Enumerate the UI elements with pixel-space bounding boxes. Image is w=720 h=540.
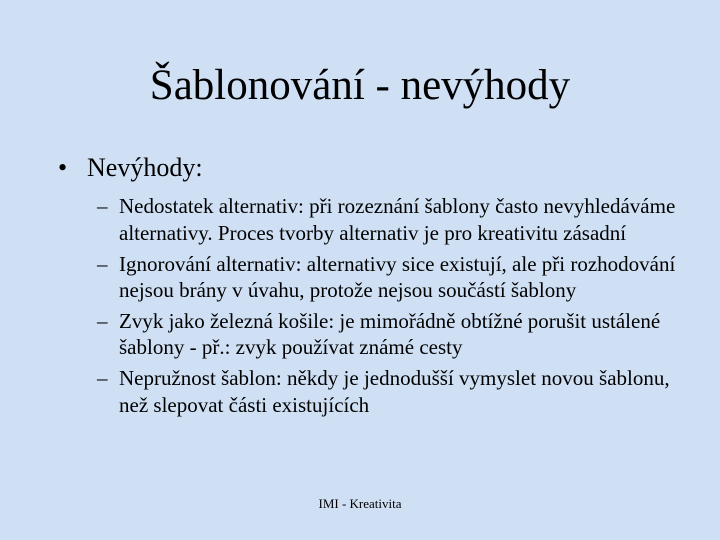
bullet-dot-icon: •	[58, 153, 68, 182]
dash-icon: –	[97, 308, 108, 333]
sub-bullet-text: Nedostatek alternativ: při rozeznání šablony často nevyhledáváme alternativy. Proces tvorby alternativ je pro kreativitu zásadní	[119, 194, 676, 245]
main-bullet-label	[87, 152, 203, 183]
slide-title: Šablonování - nevýhody	[149, 62, 571, 109]
sub-bullet-text: Ignorování alternativ: alternativy sice existují, ale při rozhodování nejsou brány v úvahu, protože nejsou součástí šablony	[119, 251, 676, 303]
sub-bullet-text: Zvyk jako železná košile: je mimořádně obtížné porušit ustálené šablony - př.: zvyk používat známé cesty	[119, 308, 661, 360]
dash-icon: –	[97, 251, 108, 276]
main-bullet	[58, 152, 678, 183]
main-bullet-colon: :	[195, 153, 203, 182]
sub-bullet-item	[97, 193, 678, 246]
dash-icon: –	[97, 366, 108, 391]
slide-content	[58, 152, 678, 422]
sub-bullet-item	[97, 308, 678, 361]
sub-bullet-item	[97, 365, 678, 418]
sub-bullet-text: Nepružnost šablon: někdy je jednodušší vymyslet novou šablonu, než slepovat části existujících	[119, 366, 670, 417]
slide-footer: IMI - Kreativita	[318, 496, 402, 511]
sub-bullet-list	[97, 193, 678, 418]
main-bullet-text: Nevýhody	[87, 153, 196, 182]
dash-icon: –	[97, 194, 108, 219]
sub-bullet-item	[97, 251, 678, 304]
